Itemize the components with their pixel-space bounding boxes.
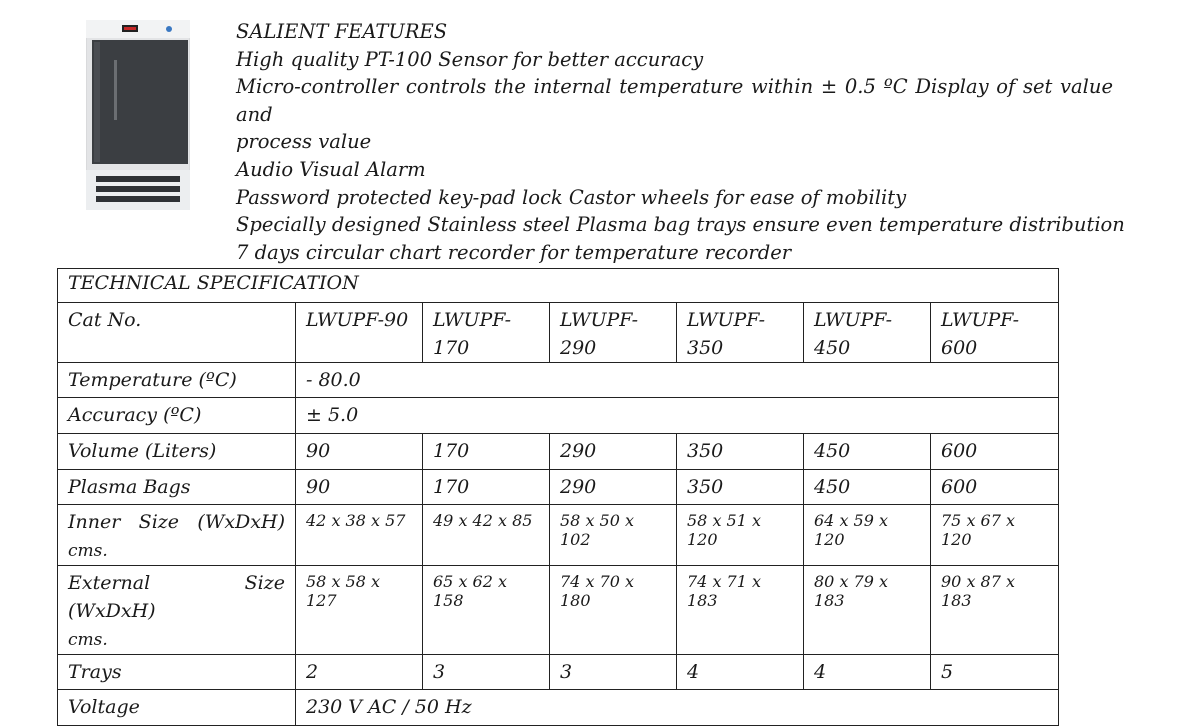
external-size-value: 65 x 62 x 158 xyxy=(423,566,550,655)
table-row xyxy=(58,566,1059,655)
temperature-label: Temperature (ºC) xyxy=(58,363,296,398)
ultra-low-freezer-image xyxy=(86,20,190,210)
table-row xyxy=(58,434,1059,470)
inner-size-label: Inner Size (WxDxH) cms. xyxy=(58,505,296,566)
volume-value: 170 xyxy=(423,434,550,470)
accuracy-label: Accuracy (ºC) xyxy=(58,398,296,434)
trays-value: 2 xyxy=(296,655,423,690)
technical-specification-table xyxy=(57,268,1059,726)
table-row xyxy=(58,470,1059,505)
plasma-bags-label: Plasma Bags xyxy=(58,470,296,505)
feature-item: High quality PT-100 Sensor for better accuracy xyxy=(236,47,704,71)
inner-size-value: 58 x 51 x 120 xyxy=(677,505,804,566)
external-size-value: 90 x 87 x 183 xyxy=(931,566,1059,655)
table-row xyxy=(58,398,1059,434)
external-size-value: 74 x 70 x 180 xyxy=(550,566,677,655)
feature-item: Micro-controller controls the internal temperature within ± 0.5 ºC Display of set value and xyxy=(236,75,1113,126)
model-cell: LWUPF- 450 xyxy=(804,303,931,363)
external-size-value: 74 x 71 x 183 xyxy=(677,566,804,655)
salient-features xyxy=(236,18,1125,266)
volume-value: 450 xyxy=(804,434,931,470)
features-heading: SALIENT FEATURES xyxy=(236,20,448,43)
model-cell: LWUPF- 290 xyxy=(550,303,677,363)
trays-value: 4 xyxy=(804,655,931,690)
inner-size-value: 64 x 59 x 120 xyxy=(804,505,931,566)
plasma-bags-value: 90 xyxy=(296,470,423,505)
spec-title: TECHNICAL SPECIFICATION xyxy=(58,269,1059,303)
external-size-value: 58 x 58 x 127 xyxy=(296,566,423,655)
voltage-label: Voltage xyxy=(58,690,296,726)
temperature-value: - 80.0 xyxy=(296,363,1059,398)
plasma-bags-value: 170 xyxy=(423,470,550,505)
table-row xyxy=(58,690,1059,726)
volume-value: 90 xyxy=(296,434,423,470)
volume-value: 290 xyxy=(550,434,677,470)
inner-size-value: 49 x 42 x 85 xyxy=(423,505,550,566)
table-row xyxy=(58,363,1059,398)
inner-size-value: 75 x 67 x 120 xyxy=(931,505,1059,566)
feature-item: Audio Visual Alarm xyxy=(236,157,426,181)
volume-label: Volume (Liters) xyxy=(58,434,296,470)
table-row xyxy=(58,655,1059,690)
inner-size-value: 42 x 38 x 57 xyxy=(296,505,423,566)
external-size-label: External Size (WxDxH) cms. xyxy=(58,566,296,655)
inner-size-value: 58 x 50 x 102 xyxy=(550,505,677,566)
plasma-bags-value: 600 xyxy=(931,470,1059,505)
table-row xyxy=(58,303,1059,363)
feature-item: Password protected key-pad lock Castor wheels for ease of mobility xyxy=(236,185,907,209)
trays-label: Trays xyxy=(58,655,296,690)
plasma-bags-value: 450 xyxy=(804,470,931,505)
trays-value: 3 xyxy=(550,655,677,690)
plasma-bags-value: 290 xyxy=(550,470,677,505)
trays-value: 5 xyxy=(931,655,1059,690)
trays-value: 3 xyxy=(423,655,550,690)
model-cell: LWUPF- 600 xyxy=(931,303,1059,363)
table-row xyxy=(58,505,1059,566)
plasma-bags-value: 350 xyxy=(677,470,804,505)
model-cell: LWUPF- 350 xyxy=(677,303,804,363)
voltage-value: 230 V AC / 50 Hz xyxy=(296,690,1059,726)
trays-value: 4 xyxy=(677,655,804,690)
external-size-value: 80 x 79 x 183 xyxy=(804,566,931,655)
volume-value: 350 xyxy=(677,434,804,470)
feature-item: 7 days circular chart recorder for temperature recorder xyxy=(236,240,792,264)
model-cell: LWUPF- 170 xyxy=(423,303,550,363)
feature-item: process value xyxy=(236,130,372,154)
feature-item: Specially designed Stainless steel Plasma bag trays ensure even temperature distribution xyxy=(236,213,1125,237)
model-cell: LWUPF-90 xyxy=(296,303,423,363)
accuracy-value: ± 5.0 xyxy=(296,398,1059,434)
cat-no-label: Cat No. xyxy=(58,303,296,363)
volume-value: 600 xyxy=(931,434,1059,470)
